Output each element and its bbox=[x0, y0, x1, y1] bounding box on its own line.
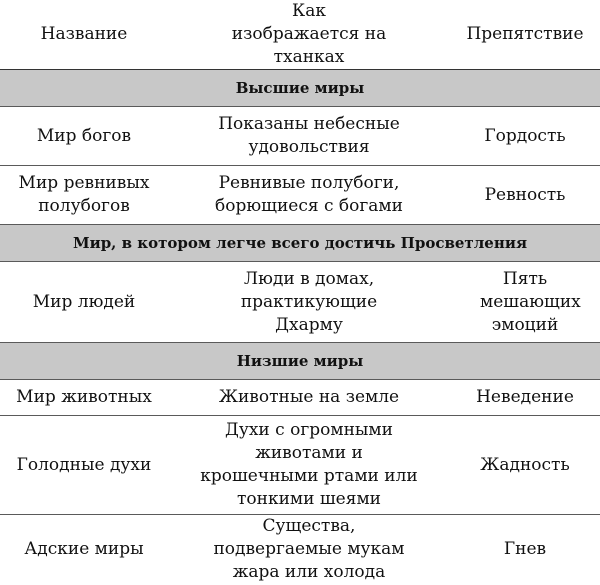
section-title: Высшие миры bbox=[0, 70, 600, 107]
table-row bbox=[0, 380, 600, 416]
row-depiction: Люди в домах, практикующие Дхарму bbox=[168, 262, 450, 343]
row-name: Адские миры bbox=[24, 539, 144, 559]
table-row bbox=[0, 262, 600, 343]
section-row-human-realm bbox=[0, 225, 600, 262]
row-depiction: Ревнивые полубоги, борющиеся с богами bbox=[168, 166, 450, 225]
table-row bbox=[0, 416, 600, 515]
row-depiction: Духи с огромными животами и крошечными ртами или тонкими шеями bbox=[168, 416, 450, 515]
row-name: Мир животных bbox=[0, 380, 168, 416]
header-obstacle: Препятствие bbox=[450, 0, 600, 70]
row-depiction: Животные на земле bbox=[168, 380, 450, 416]
section-title: Низшие миры bbox=[0, 343, 600, 380]
header-name: Название bbox=[0, 0, 168, 70]
table-row bbox=[0, 166, 600, 225]
section-row-lower-realms bbox=[0, 343, 600, 380]
row-name: Мир ревнивых полубогов bbox=[0, 166, 168, 225]
row-obstacle: Неведение bbox=[450, 380, 600, 416]
row-obstacle: Пять мешающих эмоций bbox=[450, 262, 600, 343]
row-name: Мир людей bbox=[0, 262, 168, 343]
row-obstacle: Жадность bbox=[450, 416, 600, 515]
row-depiction: Существа, подвергаемые мукам жара или холода bbox=[213, 516, 405, 582]
row-obstacle: Ревность bbox=[450, 166, 600, 225]
table-row bbox=[0, 107, 600, 166]
row-obstacle: Гнев bbox=[503, 539, 547, 559]
row-name: Голодные духи bbox=[0, 416, 168, 515]
section-title: Мир, в котором легче всего достичь Просветления bbox=[0, 225, 600, 262]
section-row-higher-realms bbox=[0, 70, 600, 107]
row-obstacle: Гордость bbox=[450, 107, 600, 166]
table-header-row bbox=[0, 0, 600, 70]
table-row bbox=[0, 515, 600, 585]
row-depiction: Показаны небесные удовольствия bbox=[168, 107, 450, 166]
header-depiction: Как изображается на тханках bbox=[168, 0, 450, 70]
row-name: Мир богов bbox=[0, 107, 168, 166]
